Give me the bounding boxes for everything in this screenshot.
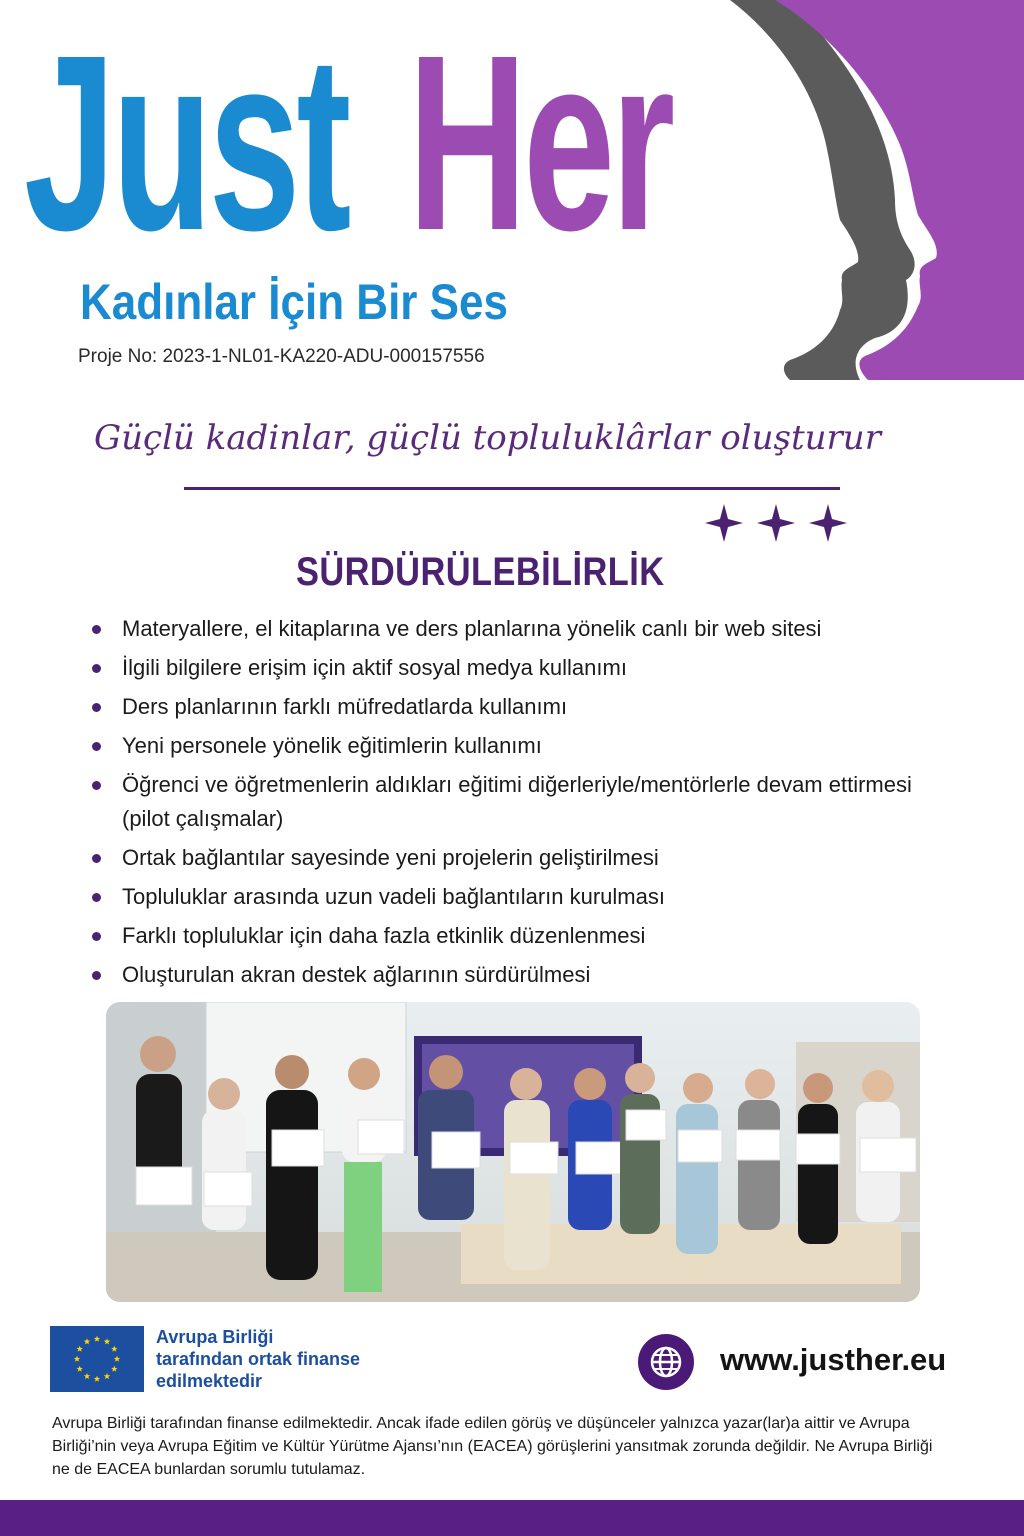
list-item: Materyallere, el kitaplarına ve ders planlarına yönelik canlı bir web sitesi <box>90 612 920 646</box>
footer-bar <box>0 1500 1024 1536</box>
eu-line-2: tarafından ortak finanse <box>156 1349 361 1369</box>
list-item: Oluşturulan akran destek ağlarının sürdürülmesi <box>90 958 920 992</box>
list-item: Öğrenci ve öğretmenlerin aldıkları eğitimi diğerleriyle/mentörlerle devam ettirmesi (pilot çalışmalar) <box>90 768 920 836</box>
title-her: Her <box>408 3 672 282</box>
list-item: Yeni personele yönelik eğitimlerin kullanımı <box>90 729 920 763</box>
eu-line-3: edilmektedir <box>156 1371 263 1391</box>
website-link[interactable]: www.justher.eu <box>720 1342 947 1377</box>
slogan-underline <box>184 487 840 490</box>
sustainability-list <box>90 612 920 997</box>
eu-flag-icon <box>50 1326 144 1392</box>
list-item: Farklı topluluklar için daha fazla etkinlik düzenlenmesi <box>90 919 920 953</box>
three-stars-icon <box>700 500 852 546</box>
face-silhouette-icon <box>700 0 1024 380</box>
eu-line-1: Avrupa Birliği <box>156 1327 274 1347</box>
slogan: Güçlü kadinlar, güçlü topluluklârlar oluşturur <box>94 418 881 458</box>
eu-funding-label <box>156 1326 360 1392</box>
project-number: Proje No: 2023-1-NL01-KA220-ADU-000157556 <box>78 346 485 367</box>
list-item: Topluluklar arasında uzun vadeli bağlantıların kurulması <box>90 880 920 914</box>
disclaimer-text: Avrupa Birliği tarafından finanse edilmektedir. Ancak ifade edilen görüş ve düşünceler yalnızca yazar(lar)a aittir ve Avrupa Birliği’nin veya Avrupa Eğitim ve Kültür Yürütme Ajansı’nın (EACEA) görüşlerini yansıtmak zorunda değildir. Ne Avrupa Birliği ne de EACEA bunlardan sorumlu tutulamaz. <box>52 1415 933 1478</box>
list-item: Ders planlarının farklı müfredatlarda kullanımı <box>90 690 920 724</box>
list-item: İlgili bilgilere erişim için aktif sosyal medya kullanımı <box>90 651 920 685</box>
section-heading: SÜRDÜRÜLEBİLİRLİK <box>295 550 665 594</box>
group-photo <box>106 1002 920 1302</box>
subtitle: Kadınlar İçin Bir Ses <box>80 274 508 330</box>
title-just: Just <box>24 3 348 282</box>
list-item: Ortak bağlantılar sayesinde yeni projelerin geliştirilmesi <box>90 841 920 875</box>
globe-icon <box>638 1334 694 1390</box>
